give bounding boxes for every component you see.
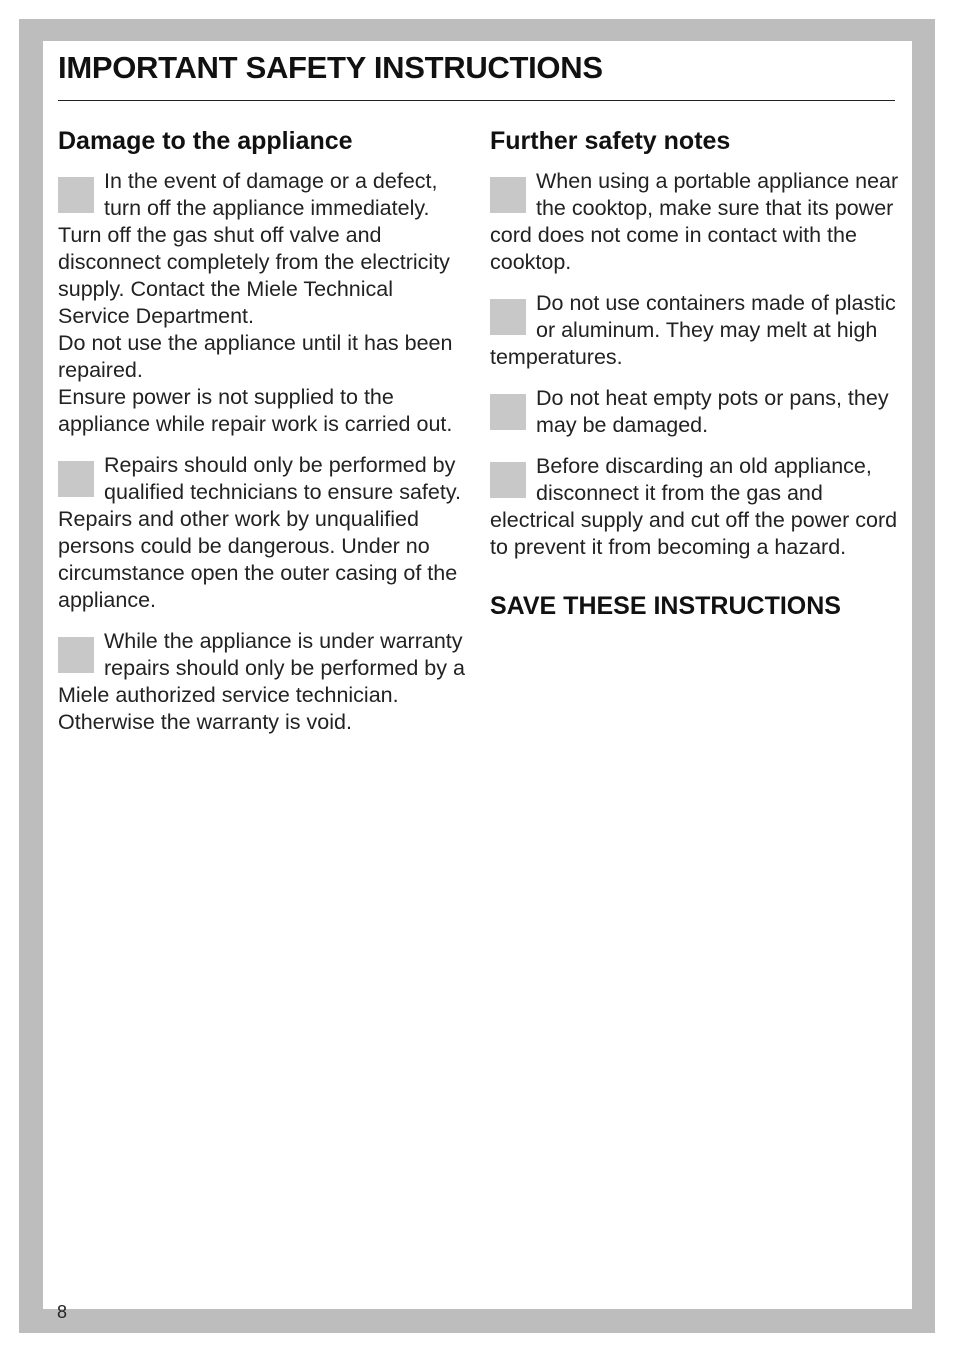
safety-note [490, 290, 900, 371]
bullet-square-icon [58, 637, 94, 673]
section-heading-damage: Damage to the appliance [58, 127, 353, 155]
page-title: IMPORTANT SAFETY INSTRUCTIONS [58, 50, 603, 85]
note-text: Before discarding an old appliance, disconnect it from the gas and electrical supply and cut off the power cord to prevent it from becoming a hazard. [490, 454, 898, 559]
bullet-square-icon [490, 462, 526, 498]
safety-note [490, 168, 900, 276]
section-heading-further: Further safety notes [490, 127, 731, 155]
note-text: Do not use the appliance until it has been repaired. [58, 331, 453, 382]
note-text: In the event of damage or a defect, turn off the appliance immediately. Turn off the gas shut off valve and disconnect completely from the electricity supply. Contact the Miele Technical Service Department. [58, 169, 450, 328]
bullet-square-icon [58, 177, 94, 213]
note-text: While the appliance is under warranty repairs should only be performed by a Miele authorized service technician. Otherwise the warranty is void. [58, 629, 465, 734]
left-column [58, 124, 468, 750]
title-divider [58, 100, 895, 101]
safety-note [58, 168, 468, 438]
bullet-square-icon [58, 461, 94, 497]
save-instructions-heading: SAVE THESE INSTRUCTIONS [490, 592, 841, 620]
safety-note [58, 628, 468, 736]
note-text: Ensure power is not supplied to the appliance while repair work is carried out. [58, 385, 453, 436]
note-text: Do not use containers made of plastic or aluminum. They may melt at high temperatures. [490, 291, 896, 369]
safety-note [490, 453, 900, 561]
note-text: Repairs should only be performed by qualified technicians to ensure safety. Repairs and other work by unqualified persons could be dangerous. Under no circumstance open the outer casing of the appliance. [58, 453, 461, 612]
bullet-square-icon [490, 394, 526, 430]
safety-note [490, 385, 900, 439]
bullet-square-icon [490, 299, 526, 335]
safety-note [58, 452, 468, 614]
note-text: When using a portable appliance near the cooktop, make sure that its power cord does not come in contact with the cooktop. [490, 169, 899, 274]
bullet-square-icon [490, 177, 526, 213]
right-column [490, 124, 900, 623]
note-text: Do not heat empty pots or pans, they may be damaged. [536, 386, 889, 437]
page-number: 8 [57, 1302, 68, 1322]
